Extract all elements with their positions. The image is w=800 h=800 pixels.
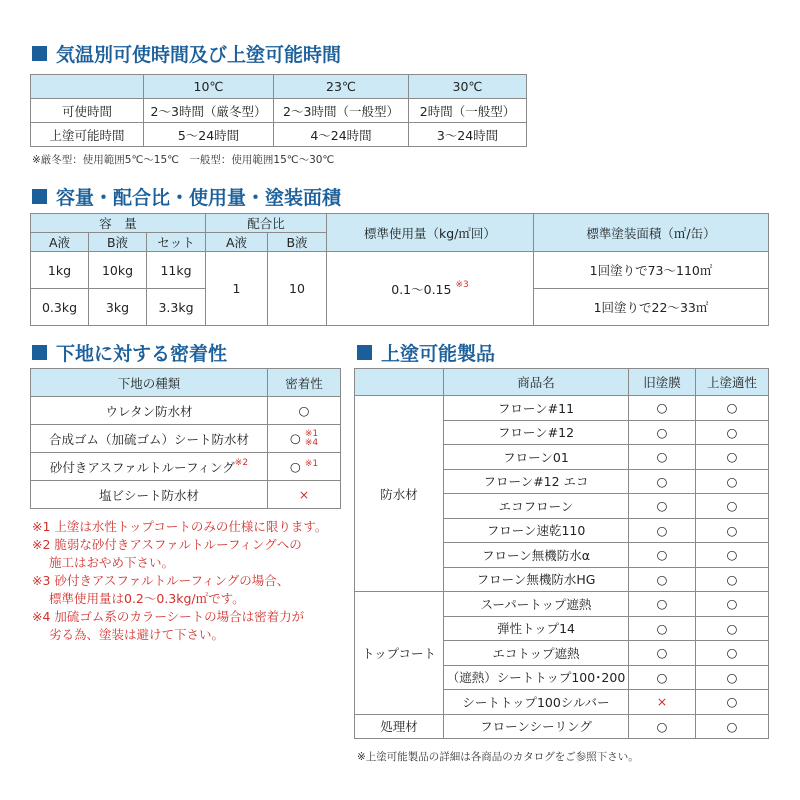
header-23c: 23℃ (274, 75, 409, 99)
table-row: 防水材 フローン#11 ○ ○ (355, 396, 769, 421)
header-substrate: 下地の種類 (31, 369, 268, 397)
table-row: 塩ビシート防水材 × (31, 481, 341, 509)
group-label: トップコート (355, 592, 444, 715)
pot-life-table (30, 74, 761, 147)
capacity-table: 容 量 配合比 標準使用量（kg/㎡回） 標準塗装面積（㎡/缶） A液 B液 セット A液 B液 1kg 10kg 11kg 1 10 0.1～0.15 $^{※3}$ 1回塗りで73～110㎡ 0.3kg 3kg 3.3kg 1回塗りで22～33㎡ (30, 213, 769, 326)
header-adhesion: 密着性 (268, 369, 341, 397)
header-30c: 30℃ (409, 75, 527, 99)
table-row: 砂付きアスファルトルーフィング$^{※2}$ ○ $^{※1}$ (31, 453, 341, 481)
pot-life-note: ※厳冬型：使用範囲5℃～15℃ 一般型：使用範囲15℃～30℃ (32, 154, 335, 166)
section-title-pot-life: 気温別可使時間及び上塗可能時間 (32, 40, 341, 67)
group-label: 防水材 (355, 396, 444, 592)
table-row: 可使時間 2～3時間（厳冬型） 2～3時間（一般型） 2時間（一般型） (31, 99, 761, 123)
topcoat-products-table (354, 368, 769, 739)
header-topcoat-fit: 上塗適性 (696, 369, 769, 396)
table-row: フローン#12 ○ ○ (355, 420, 769, 445)
table-row: シートトップ100シルバー × ○ (355, 690, 769, 715)
square-bullet-icon (357, 345, 372, 360)
group-label: 処理材 (355, 714, 444, 739)
header-area: 標準塗装面積（㎡/缶） (534, 214, 769, 252)
section-title-adhesion: 下地に対する密着性 (32, 339, 227, 366)
table-row: フローン無機防水α ○ ○ (355, 543, 769, 568)
table-row: 0.3kg 3kg 3.3kg 1回塗りで22～33㎡ (31, 289, 769, 326)
product-rows (355, 396, 769, 739)
header-old-coating: 旧塗膜 (629, 369, 696, 396)
table-row: フローン#12 エコ ○ ○ (355, 469, 769, 494)
table-row: （遮熱）シートトップ100･200 ○ ○ (355, 665, 769, 690)
table-row: フローン01 ○ ○ (355, 445, 769, 470)
products-note: ※上塗可能製品の詳細は各商品のカタログをご参照下さい。 (357, 751, 639, 763)
table-row: 1kg 10kg 11kg 1 10 0.1～0.15 $^{※3}$ 1回塗りで73～110㎡ (31, 252, 769, 289)
header-product-name: 商品名 (444, 369, 629, 396)
table-row: エコフローン ○ ○ (355, 494, 769, 519)
adhesion-table (30, 368, 341, 509)
square-bullet-icon (32, 345, 47, 360)
table-row: ウレタン防水材 ○ (31, 397, 341, 425)
table-row: 弾性トップ14 ○ ○ (355, 616, 769, 641)
table-row: フローン無機防水HG ○ ○ (355, 567, 769, 592)
table-row: エコトップ遮熱 ○ ○ (355, 641, 769, 666)
section-title-topcoat-products: 上塗可能製品 (357, 339, 495, 366)
table-row: 処理材 フローンシーリング ○ ○ (355, 714, 769, 739)
section-title-capacity: 容量・配合比・使用量・塗装面積 (32, 183, 341, 210)
cross-mark: × (629, 690, 696, 715)
header-ratio: 配合比 (206, 214, 327, 233)
adhesion-notes: ※1 上塗は水性トップコートのみの仕様に限ります。 ※2 脆弱な砂付きアスファルトルーフィングへの 施工はおやめ下さい。 ※3 砂付きアスファルトルーフィングの場合、 標準使用量は0.2～0.3kg/㎡です。 ※4 加硫ゴム系のカラーシートの場合は密着力が 劣る為、塗装は避けて下さい。 (32, 519, 328, 642)
table-row: トップコート スーパートップ遮熱 ○ ○ (355, 592, 769, 617)
table-row: フローン速乾110 ○ ○ (355, 518, 769, 543)
square-bullet-icon (32, 189, 47, 204)
square-bullet-icon (32, 46, 47, 61)
table-row: 上塗可能時間 5～24時間 4～24時間 3～24時間 (31, 123, 761, 147)
usage-cell: 0.1～0.15 $^{※3}$ (327, 252, 534, 326)
cross-mark: × (268, 481, 341, 509)
table-row: 合成ゴム（加硫ゴム）シート防水材 ○ ※1 ※4 (31, 425, 341, 453)
header-10c: 10℃ (144, 75, 274, 99)
header-volume: 容 量 (31, 214, 206, 233)
header-usage: 標準使用量（kg/㎡回） (327, 214, 534, 252)
